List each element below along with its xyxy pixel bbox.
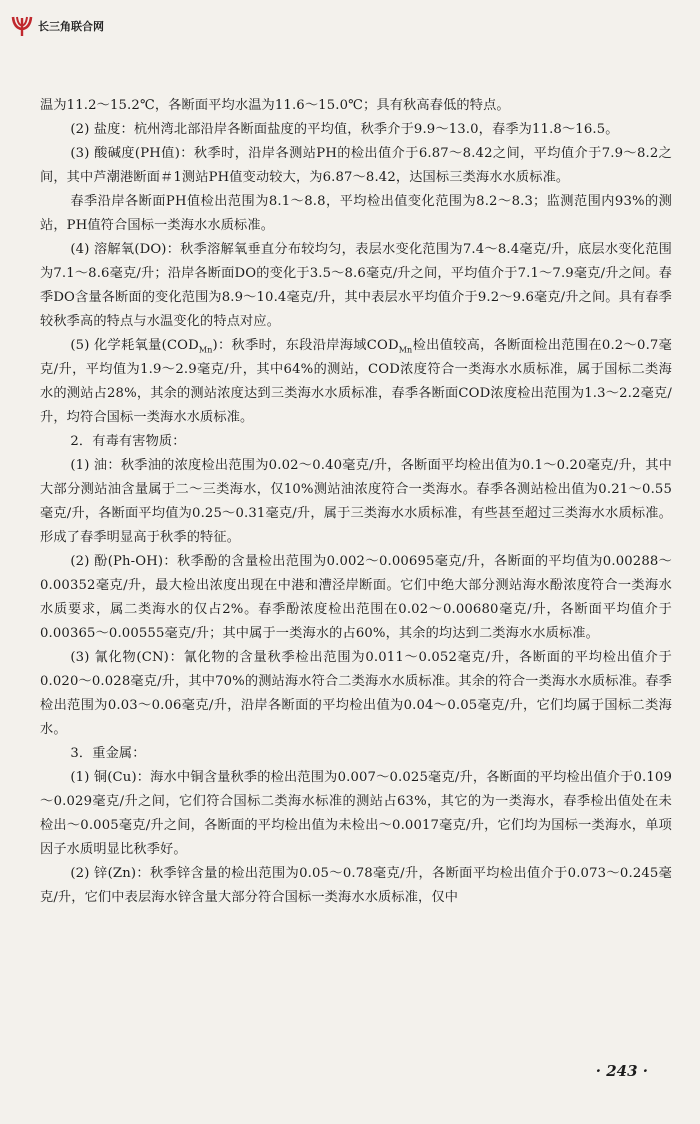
cod-subscript: Mn (198, 345, 213, 355)
cod-text-part: (5) 化学耗氧量(COD (70, 338, 199, 353)
section-heading: 3．重金属： (70, 746, 146, 761)
paragraph: 春季沿岸各断面PH值检出范围为8.1～8.8，平均检出值变化范围为8.2～8.3；监测范围内93%的测站，PH值符合国标一类海水水质标准。 (40, 194, 672, 233)
paragraph: (4) 溶解氧(DO)：秋季溶解氧垂直分布较均匀，表层水变化范围为7.4～8.4毫克/升，底层水变化范围为7.1～8.6毫克/升；沿岸各断面DO的变化于3.5～8.6毫克/升之间，平均值介于7.1～7.9毫克/升之间。春季DO含量各断面的变化范围为8.9～10.4毫克/升，其中表层水平均值介于9.2～9.6毫克/升之间。具有春季较秋季高的特点与水温变化的特点对应。 (40, 242, 672, 329)
site-name: 长三角联合网 (38, 20, 104, 33)
cod-text-part: )：秋季时，东段沿岸海域COD (212, 338, 399, 353)
document-body (40, 94, 672, 910)
paragraph-cod (40, 334, 672, 430)
cod-text-part: 检出值较高，各断面检出范围在0.2～0.7毫克/升，平均值为1.9～2.9毫克/升，其中64%的测站，COD浓度符合一类海水水质标准，属于国标二类海水的测站占28%，其余的测站浓度达到三类海水水质标准，春季各断面COD浓度检出范围为1.3～2.2毫克/升，均符合国标一类海水水质标准。 (40, 338, 672, 425)
paragraph: 温为11.2～15.2℃，各断面平均水温为11.6～15.0℃；具有秋高春低的特点。 (40, 98, 510, 113)
paragraph: (3) 酸碱度(PH值)：秋季时，沿岸各测站PH的检出值介于6.87～8.42之间，平均值介于7.9～8.2之间，其中芦潮港断面＃1测站PH值变动较大，为6.87～8.42，达国标三类海水水质标准。 (40, 146, 672, 185)
paragraph: (1) 铜(Cu)：海水中铜含量秋季的检出范围为0.007～0.025毫克/升，各断面的平均检出值介于0.109～0.029毫克/升之间，它们符合国标二类海水标准的测站占63%，其它的为一类海水，春季检出值处在未检出～0.005毫克/升之间，各断面的平均检出值为未检出～0.0017毫克/升，它们均为国标一类海水，单项因子水质明显比秋季好。 (40, 770, 672, 857)
paragraph: (2) 锌(Zn)：秋季锌含量的检出范围为0.05～0.78毫克/升，各断面平均检出值介于0.073～0.245毫克/升，它们中表层海水锌含量大部分符合国标一类海水水质标准，仅中 (40, 866, 672, 905)
paragraph: (1) 油：秋季油的浓度检出范围为0.02～0.40毫克/升，各断面平均检出值为0.1～0.20毫克/升，其中大部分测站油含量属于二～三类海水，仅10%测站油浓度符合一类海水。春季各测站检出值为0.21～0.55毫克/升，各断面平均值为0.25～0.31毫克/升，属于三类海水水质标准，有些甚至超过三类海水水质标准。形成了春季明显高于秋季的特征。 (40, 458, 672, 545)
paragraph: (3) 氰化物(CN)：氰化物的含量秋季检出范围为0.011～0.052毫克/升，各断面的平均检出值介于0.020～0.028毫克/升，其中70%的测站海水符合二类海水水质标准。其余的符合一类海水水质标准。春季检出范围为0.03～0.06毫克/升，沿岸各断面的平均检出值为0.04～0.05毫克/升，它们均属于国标二类海水。 (40, 650, 672, 737)
page-number: · 243 · (595, 1062, 648, 1080)
page-header (10, 14, 104, 38)
paragraph: (2) 酚(Ph-OH)：秋季酚的含量检出范围为0.002～0.00695毫克/升，各断面的平均值为0.00288～0.00352毫克/升，最大检出浓度出现在中港和漕泾岸断面。它们中绝大部分测站海水酚浓度符合一类海水水质要求，属二类海水的仅占2%。春季酚浓度检出范围在0.02～0.00680毫克/升，各断面平均值介于0.00365～0.00555毫克/升；其中属于一类海水的占60%，其余的均达到二类海水水质标准。 (40, 554, 672, 641)
section-heading: 2．有毒有害物质： (70, 434, 186, 449)
site-logo-icon (10, 14, 34, 38)
paragraph: (2) 盐度：杭州湾北部沿岸各断面盐度的平均值，秋季介于9.9～13.0，春季为11.8～16.5。 (70, 122, 619, 137)
cod-subscript: Mn (398, 345, 413, 355)
